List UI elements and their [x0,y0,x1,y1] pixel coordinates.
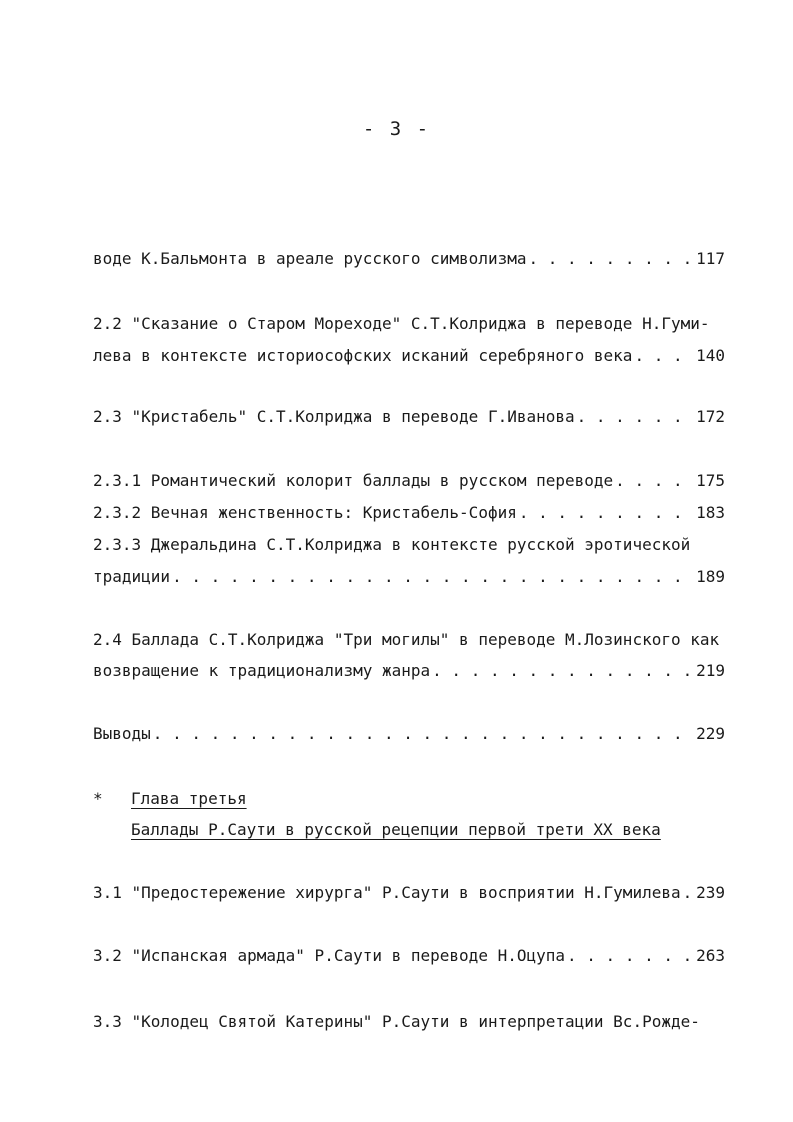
toc-page-ref: 172 [696,407,725,426]
toc-page-ref: 189 [696,567,725,586]
dot-leader [519,503,694,523]
toc-entry-text: 2.3.3 Джеральдина С.Т.Колриджа в контексте русской эротической [93,535,691,554]
toc-line-balmont [93,249,725,269]
dot-leader [172,567,694,587]
toc-page-ref: 117 [696,249,725,268]
toc-entry-text: 2.3.2 Вечная женственность: Кристабель-София [93,503,517,522]
chapter-3-title: Глава третья [131,789,247,808]
toc-page-ref: 219 [696,661,725,680]
toc-entry-text: 2.2 "Сказание о Старом Мореходе" С.Т.Колриджа в переводе Н.Гуми- [93,314,710,333]
toc-line-2-3-2 [93,503,725,523]
toc-page-ref: 239 [696,883,725,902]
dot-leader [528,249,694,269]
toc-entry-text: возвращение к традиционализму жанра [93,661,431,680]
toc-page-ref: 140 [696,346,725,365]
toc-line-3-3 [93,1012,725,1032]
chapter-3-subtitle: Баллады Р.Саути в русской рецепции первой трети XX века [131,820,661,839]
toc-line-2-3-1 [93,471,725,491]
toc-line-2-3-3-a [93,535,725,555]
toc-line-conclusions [93,724,725,744]
toc-line-2-4-a [93,630,725,650]
toc-line-2-2-a [93,314,725,334]
toc-entry-text: 3.1 "Предостережение хирурга" Р.Саути в восприятии Н.Гумилева [93,883,681,902]
toc-entry-text: 3.3 "Колодец Святой Катерины" Р.Саути в интерпретации Вс.Рожде- [93,1012,700,1031]
dot-leader [153,724,694,744]
toc-entry-text: 2.3.1 Романтический колорит баллады в русском переводе [93,471,614,490]
toc-line-2-3 [93,407,725,427]
page-number: - 3 - [362,118,431,140]
asterisk-mark: * [93,789,103,808]
chapter-3-heading [93,789,247,809]
dot-leader [432,661,694,681]
toc-entry-text: традиции [93,567,171,586]
dot-leader [615,471,694,491]
toc-entry-text: 2.3 "Кристабель" С.Т.Колриджа в переводе Г.Иванова [93,407,575,426]
dot-leader [567,946,694,966]
toc-line-2-4-b [93,661,725,681]
toc-page-ref: 175 [696,471,725,490]
dot-leader [634,346,694,366]
toc-page-ref: 183 [696,503,725,522]
toc-entry-text: лева в контексте историософских исканий серебряного века [93,346,633,365]
toc-entry-text: Выводы [93,724,151,743]
toc-line-3-1 [93,883,725,903]
toc-entry-text: 3.2 "Испанская армада" Р.Саути в переводе Н.Оцупа [93,946,566,965]
toc-line-3-2 [93,946,725,966]
toc-page-ref: 229 [696,724,725,743]
toc-line-2-3-3-b [93,567,725,587]
toc-entry-text: воде К.Бальмонта в ареале русского символизма [93,249,527,268]
dot-leader [577,407,694,427]
toc-line-2-2-b [93,346,725,366]
chapter-3-subtitle-row [131,820,661,840]
toc-entry-text: 2.4 Баллада С.Т.Колриджа "Три могилы" в переводе М.Лозинского как [93,630,720,649]
dot-leader [683,883,694,903]
toc-page-ref: 263 [696,946,725,965]
